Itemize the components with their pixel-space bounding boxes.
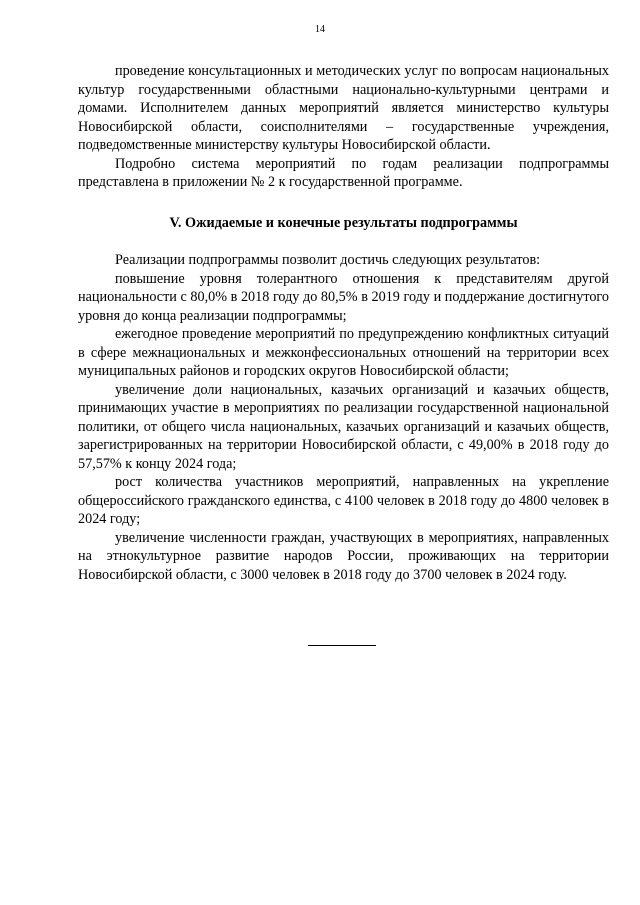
result-item-civic-unity-participants: рост количества участников мероприятий, направленных на укрепление общероссийского гражданского единства, с 4100 человек в 2018 году до 4800 человек в 2024 году; <box>78 474 609 527</box>
intro-paragraph-appendix-reference: Подробно система мероприятий по годам реализации подпрограммы представлена в приложении № 2 к государственной программе. <box>78 155 609 190</box>
intro-paragraph-consultations: проведение консультационных и методических услуг по вопросам национальных культур государственными областными национально-культурными центрами и домами. Исполнителем данных мероприятий является министерство культуры Новосибирской области, соисполнителями – государственные учреждения, подведомственные министерству культуры Новосибирской области. <box>78 63 609 153</box>
page-number: 14 <box>315 24 325 35</box>
result-item-conflict-prevention: ежегодное проведение мероприятий по предупреждению конфликтных ситуаций в сфере межнациональных и межконфессиональных отношений на территории всех муниципальных районов и городских округов Новосибирской области; <box>78 326 609 379</box>
document-body <box>78 62 609 584</box>
result-item-organizations-share: увеличение доли национальных, казачьих организаций и казачьих обществ, принимающих участие в мероприятиях по реализации государственной национальной политики, от общего числа национальных, казачьих организаций и казачьих обществ, зарегистрированных на территории Новосибирской области, с 49,00% в 2018 году до 57,57% к концу 2024 года; <box>78 381 609 472</box>
result-item-ethnocultural-participants: увеличение численности граждан, участвующих в мероприятиях, направленных на этнокультурное развитие народов России, проживающих на территории Новосибирской области, с 3000 человек в 2018 году до 3700 человек в 2024 году. <box>78 529 609 583</box>
end-of-document-rule <box>308 645 376 646</box>
result-item-tolerance: повышение уровня толерантного отношения к представителям другой национальности с 80,0% в 2018 году до 80,5% в 2019 году и поддержание достигнутого уровня до конца реализации подпрограммы; <box>78 270 609 324</box>
results-intro-paragraph: Реализации подпрограммы позволит достичь следующих результатов: <box>115 252 541 268</box>
section-heading: V. Ожидаемые и конечные результаты подпрограммы <box>169 214 518 231</box>
